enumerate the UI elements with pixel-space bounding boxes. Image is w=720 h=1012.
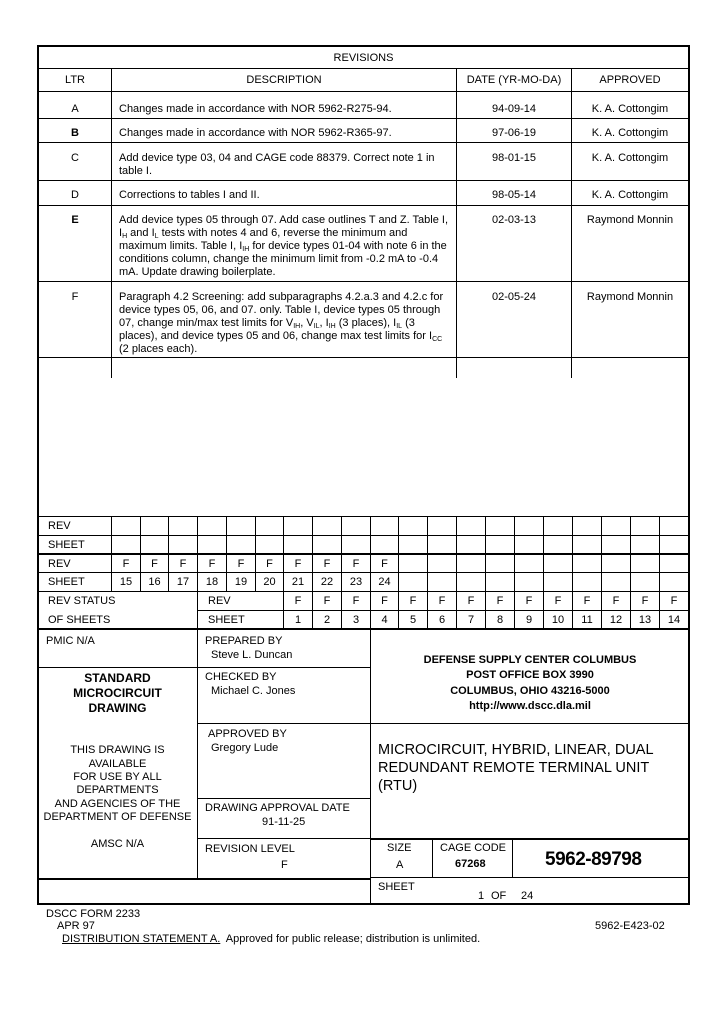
- revision-description: [119, 291, 449, 355]
- revision-letter: E: [71, 214, 79, 226]
- approved-header: APPROVED: [599, 74, 661, 86]
- revision-description: Corrections to tables I and II.: [119, 189, 260, 201]
- revision-approver: Raymond Monnin: [586, 291, 674, 303]
- drawing-title: REDUNDANT REMOTE TERMINAL UNIT: [378, 760, 650, 776]
- description-line: device types 05, 06, and 07. only. Table I, device types 05 through: [119, 304, 441, 316]
- rev-cell: F: [208, 558, 216, 570]
- rev-cell: F: [179, 558, 187, 570]
- doc-number: 5962-E423-02: [595, 920, 665, 932]
- revision-description: Add device type 03, 04 and CAGE code 88379. Correct note 1 in table I.: [119, 152, 435, 177]
- sheet-cell: 15: [119, 576, 133, 588]
- sheet-label: SHEET: [378, 881, 415, 893]
- availability-statement: DEPARTMENTS: [76, 784, 159, 796]
- cage-code: 67268: [455, 858, 486, 870]
- revision-description: Changes made in accordance with NOR 5962-R365-97.: [119, 127, 392, 139]
- sheet-label: SHEET: [48, 539, 85, 551]
- sheet-cell: 13: [638, 614, 652, 626]
- rev-cell: F: [381, 558, 388, 570]
- size-label: SIZE: [387, 842, 412, 854]
- org-name: DEFENSE SUPPLY CENTER COLUMBUS: [423, 654, 637, 666]
- revision-date: 98-05-14: [491, 189, 537, 201]
- drawing-title: (RTU): [378, 778, 418, 794]
- approved-by-name: Gregory Lude: [211, 742, 279, 754]
- sheet-cell: 19: [234, 576, 248, 588]
- revision-approver: K. A. Cottongim: [591, 127, 669, 139]
- revision-letter: A: [71, 103, 79, 115]
- revisions-title: REVISIONS: [333, 52, 394, 64]
- description-line: Add device types 05 through 07. Add case outlines T and Z. Table I,: [119, 214, 449, 226]
- form-date: APR 97: [57, 920, 95, 932]
- standard-title: MICROCIRCUIT: [73, 686, 162, 700]
- prepared-by-name: Steve L. Duncan: [211, 649, 293, 661]
- sheet-cell: 23: [349, 576, 363, 588]
- distribution-label: DISTRIBUTION STATEMENT A.: [62, 933, 221, 945]
- rev-cell: F: [237, 558, 245, 570]
- revision-approver: Raymond Monnin: [586, 214, 674, 226]
- org-url: http://www.dscc.dla.mil: [469, 700, 591, 712]
- revision-letter: C: [71, 152, 79, 164]
- description-line: places), and device types 05 and 06, change max test limits for $I_{CC}$: [119, 330, 443, 343]
- revision-approver: K. A. Cottongim: [591, 189, 669, 201]
- description-header: DESCRIPTION: [246, 74, 322, 86]
- sheet-cell: 7: [467, 614, 475, 626]
- sheet-cell: 6: [438, 614, 446, 626]
- sheet-cell: 9: [525, 614, 533, 626]
- rev-cell: F: [554, 595, 562, 607]
- revision-date: 02-05-24: [491, 291, 537, 303]
- sheet-cell: 12: [609, 614, 623, 626]
- sheet-cell: 4: [381, 614, 388, 626]
- revision-level: F: [281, 859, 288, 871]
- sheet-cell: 24: [378, 576, 391, 588]
- approval-date: 91-11-25: [262, 816, 306, 828]
- sheet-cell: 2: [323, 614, 331, 626]
- rev-cell: F: [641, 595, 649, 607]
- sheet-total: 24: [521, 890, 534, 902]
- rev-cell: F: [525, 595, 533, 607]
- sheet-cell: 10: [551, 614, 565, 626]
- sheet-label: SHEET: [208, 614, 245, 626]
- availability-statement: FOR USE BY ALL: [73, 771, 162, 783]
- rev-cell: F: [381, 595, 388, 607]
- sheet-of: OF: [491, 890, 507, 902]
- rev-cell: F: [294, 558, 302, 570]
- distribution-statement: [62, 933, 480, 945]
- revision-date: 94-09-14: [491, 103, 537, 115]
- rev-label: REV: [48, 520, 71, 532]
- standard-title: DRAWING: [88, 701, 147, 715]
- sheet-cell: 3: [352, 614, 360, 626]
- drawing-title: MICROCIRCUIT, HYBRID, LINEAR, DUAL: [378, 742, 654, 758]
- cage-code-label: CAGE CODE: [440, 842, 507, 854]
- date-header: DATE (YR-MO-DA): [466, 74, 562, 86]
- rev-cell: F: [266, 558, 273, 570]
- rev-label: REV: [48, 558, 71, 570]
- rev-cell: F: [670, 595, 678, 607]
- revision-description: [119, 214, 449, 278]
- of-sheets-label: OF SHEETS: [48, 614, 111, 626]
- sheet-cell: 11: [581, 614, 593, 626]
- revision-date: 97-06-19: [491, 127, 537, 139]
- sheet-cell: 20: [263, 576, 276, 588]
- sheet-cell: 18: [205, 576, 219, 588]
- revision-letter: F: [71, 291, 79, 303]
- description-line: (2 places each).: [119, 343, 198, 355]
- pmic-label: PMIC N/A: [46, 635, 95, 647]
- rev-cell: F: [612, 595, 620, 607]
- description-line: maximum limits. Table I, $I_{IH}$ for device types 01-04 with note 6 in the: [119, 240, 447, 253]
- rev-cell: F: [294, 595, 302, 607]
- org-city: COLUMBUS, OHIO 43216-5000: [450, 685, 610, 697]
- sheet-number: 1: [478, 890, 485, 902]
- sheet-cell: 17: [176, 576, 190, 588]
- checked-by-label: CHECKED BY: [205, 671, 277, 683]
- sheet-cell: 22: [320, 576, 334, 588]
- rev-cell: F: [352, 595, 360, 607]
- availability-statement: THIS DRAWING IS: [70, 744, 165, 756]
- description-line: Paragraph 4.2 Screening: add subparagraphs 4.2.a.3 and 4.2.c for: [119, 291, 444, 303]
- checked-by-name: Michael C. Jones: [211, 685, 296, 697]
- org-address: POST OFFICE BOX 3990: [466, 669, 594, 681]
- sheet-cell: 21: [291, 576, 305, 588]
- rev-cell: F: [583, 595, 591, 607]
- revision-description: Changes made in accordance with NOR 5962-R275-94.: [119, 103, 392, 115]
- revision-approver: K. A. Cottongim: [591, 103, 669, 115]
- amsc-label: AMSC N/A: [90, 838, 145, 850]
- sheet-cell: 1: [294, 614, 302, 626]
- revision-letter: B: [71, 127, 79, 139]
- revision-level-label: REVISION LEVEL: [205, 843, 295, 855]
- rev-label: REV: [208, 595, 231, 607]
- rev-cell: F: [323, 558, 331, 570]
- rev-cell: F: [467, 595, 475, 607]
- approval-date-label: DRAWING APPROVAL DATE: [205, 802, 350, 814]
- description-line: mA. Update drawing boilerplate.: [119, 266, 276, 278]
- sheet-cell: 8: [496, 614, 504, 626]
- sheet-cell: 5: [409, 614, 417, 626]
- distribution-text: Approved for public release; distribution is unlimited.: [220, 933, 481, 945]
- drawing-number: 5962-89798: [545, 849, 642, 870]
- availability-statement: AND AGENCIES OF THE: [54, 798, 181, 810]
- form-number: DSCC FORM 2233: [46, 908, 141, 920]
- availability-statement: DEPARTMENT OF DEFENSE: [43, 811, 192, 823]
- rev-cell: F: [352, 558, 360, 570]
- size-value: A: [396, 859, 404, 871]
- approved-by-label: APPROVED BY: [208, 728, 287, 740]
- rev-cell: F: [151, 558, 158, 570]
- prepared-by-label: PREPARED BY: [205, 635, 283, 647]
- sheet-cell: 16: [148, 576, 161, 588]
- rev-status-label: REV STATUS: [48, 595, 116, 607]
- revision-approver: K. A. Cottongim: [591, 152, 669, 164]
- description-line: 07, change min/max test limits for $V_{IH}$, $V_{IL}$, $I_{IH}$ (3 places), $I_{IL}$ (3: [119, 317, 415, 330]
- rev-cell: F: [409, 595, 417, 607]
- rev-cell: F: [438, 595, 446, 607]
- rev-cell: F: [323, 595, 331, 607]
- rev-cell: F: [496, 595, 504, 607]
- rev-cell: F: [122, 558, 130, 570]
- sheet-label: SHEET: [48, 576, 85, 588]
- description-line: $I_H$ and $I_L$ tests with notes 4 and 6, reverse the minimum and: [119, 227, 408, 240]
- revision-date: 98-01-15: [491, 152, 537, 164]
- standard-title: STANDARD: [84, 671, 151, 685]
- revision-letter: D: [71, 189, 79, 201]
- description-line: conditions column, change the minimum limit from -0.2 mA to -0.4: [119, 253, 439, 265]
- ltr-header: LTR: [65, 74, 85, 86]
- availability-statement: AVAILABLE: [88, 758, 147, 770]
- sheet-cell: 14: [667, 614, 681, 626]
- revision-date: 02-03-13: [491, 214, 537, 226]
